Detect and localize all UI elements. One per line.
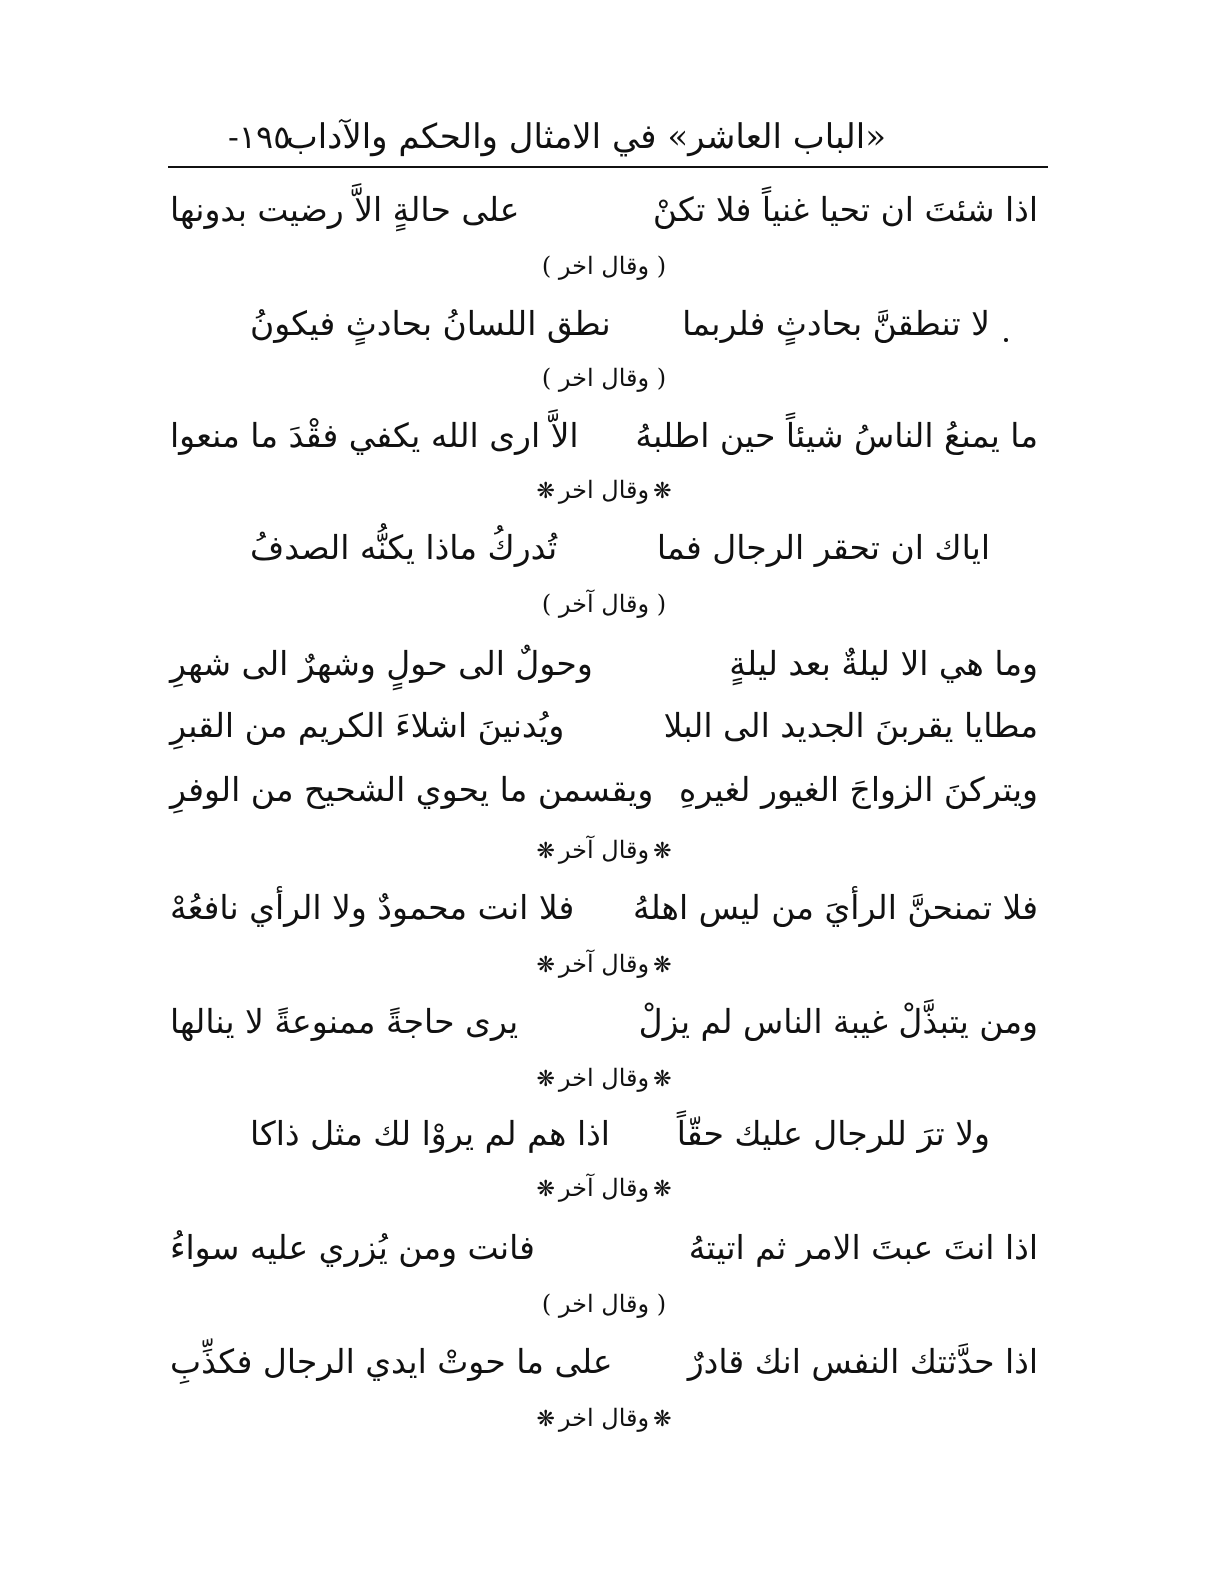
attribution [170, 1168, 1038, 1208]
chapter-title: «الباب العاشر» في الامثال والحكم والآداب [285, 117, 886, 157]
ornament-icon: ❋ [653, 1177, 672, 1202]
ornament-icon: ❋ [536, 1177, 555, 1202]
second-hemistich: نطق اللسانُ بحادثٍ فيكونُ [250, 304, 611, 343]
ornament-icon: ❋ [536, 953, 555, 978]
attribution [170, 1398, 1038, 1438]
attribution-text: وقال آخر [558, 950, 650, 978]
ornament-icon: ❋ [653, 839, 672, 864]
second-hemistich: وحولٌ الى حولٍ وشهرٌ الى شهرِ [170, 644, 593, 683]
verse-line [170, 640, 1038, 688]
verse-line [170, 186, 1038, 234]
verse-line [250, 300, 990, 348]
ornament-icon: ❋ [536, 479, 555, 504]
attribution-text: ( وقال اخر ) [541, 364, 667, 392]
ornament-icon: ❋ [653, 479, 672, 504]
second-hemistich: فلا انت محمودٌ ولا الرأي نافعُهْ [170, 888, 575, 927]
first-hemistich: ولا ترَ للرجال عليك حقّاً [676, 1114, 990, 1153]
first-hemistich: فلا تمنحنَّ الرأيَ من ليس اهلهُ [632, 888, 1038, 927]
ornament-icon: ❋ [536, 839, 555, 864]
first-hemistich: اذا شئتَ ان تحيا غنياً فلا تكنْ [652, 190, 1038, 229]
attribution-text: وقال آخر [558, 1174, 650, 1202]
second-hemistich: اذا هم لم يروْا لك مثل ذاكا [250, 1114, 610, 1153]
attribution-text: وقال اخر [558, 1404, 650, 1432]
running-header [170, 112, 1046, 162]
attribution [170, 584, 1038, 624]
first-hemistich: اذا حدَّثتك النفس انك قادرٌ [687, 1342, 1038, 1381]
second-hemistich: تُدركُ ماذا يكنُّه الصدفُ [250, 528, 558, 567]
second-hemistich: على حالةٍ الاَّ رضيت بدونها [170, 190, 520, 229]
first-hemistich: اذا انتَ عبتَ الامر ثم اتيتهُ [688, 1228, 1038, 1267]
ornament-icon: ❋ [536, 1407, 555, 1432]
verse-line [170, 1224, 1038, 1272]
verse-line [170, 412, 1038, 460]
verse-line [250, 524, 990, 572]
second-hemistich: ويُدنينَ اشلاءَ الكريم من القبرِ [170, 706, 565, 745]
attribution-text: وقال اخر [558, 476, 650, 504]
second-hemistich: يرى حاجةً ممنوعةً لا ينالها [170, 1002, 519, 1041]
header-rule [168, 166, 1048, 168]
attribution-text: وقال آخر [558, 836, 650, 864]
page-number: ١٩٥- [228, 118, 291, 156]
verse-line [170, 702, 1038, 750]
verse-line [250, 1110, 990, 1158]
first-hemistich: ويتركنَ الزواجَ الغيور لغيرهِ [679, 770, 1038, 809]
attribution [170, 358, 1038, 398]
first-hemistich: مطايا يقربنَ الجديد الى البلا [663, 706, 1038, 745]
first-hemistich: لا تنطقنَّ بحادثٍ فلربما [682, 304, 990, 343]
verse-line [170, 998, 1038, 1046]
attribution [170, 1058, 1038, 1098]
second-hemistich: ويقسمن ما يحوي الشحيح من الوفرِ [170, 770, 654, 809]
attribution-text: ( وقال اخر ) [541, 252, 667, 280]
attribution [170, 246, 1038, 286]
attribution-text: ( وقال آخر ) [541, 590, 667, 618]
attribution [170, 830, 1038, 870]
first-hemistich: اياك ان تحقر الرجال فما [656, 528, 990, 567]
attribution [170, 944, 1038, 984]
attribution [170, 470, 1038, 510]
verse-line [170, 884, 1038, 932]
first-hemistich: وما هي الا ليلةٌ بعد ليلةٍ [729, 644, 1038, 683]
second-hemistich: الاَّ ارى الله يكفي فقْدَ ما منعوا [170, 416, 579, 455]
ornament-icon: ❋ [653, 1407, 672, 1432]
attribution [170, 1284, 1038, 1324]
attribution-text: وقال اخر [558, 1064, 650, 1092]
ornament-icon: ❋ [653, 953, 672, 978]
first-hemistich: ومن يتبذَّلْ غيبة الناس لم يزلْ [638, 1002, 1038, 1041]
ornament-icon: ❋ [653, 1067, 672, 1092]
second-hemistich: على ما حوتْ ايدي الرجال فكذِّبِ [170, 1342, 613, 1381]
first-hemistich: ما يمنعُ الناسُ شيئاً حين اطلبهُ [635, 416, 1038, 455]
ornament-icon: ❋ [536, 1067, 555, 1092]
stray-dot [1004, 338, 1008, 342]
verse-line [170, 766, 1038, 814]
verse-line [170, 1338, 1038, 1386]
attribution-text: ( وقال اخر ) [541, 1290, 667, 1318]
second-hemistich: فانت ومن يُزري عليه سواءُ [170, 1228, 535, 1267]
